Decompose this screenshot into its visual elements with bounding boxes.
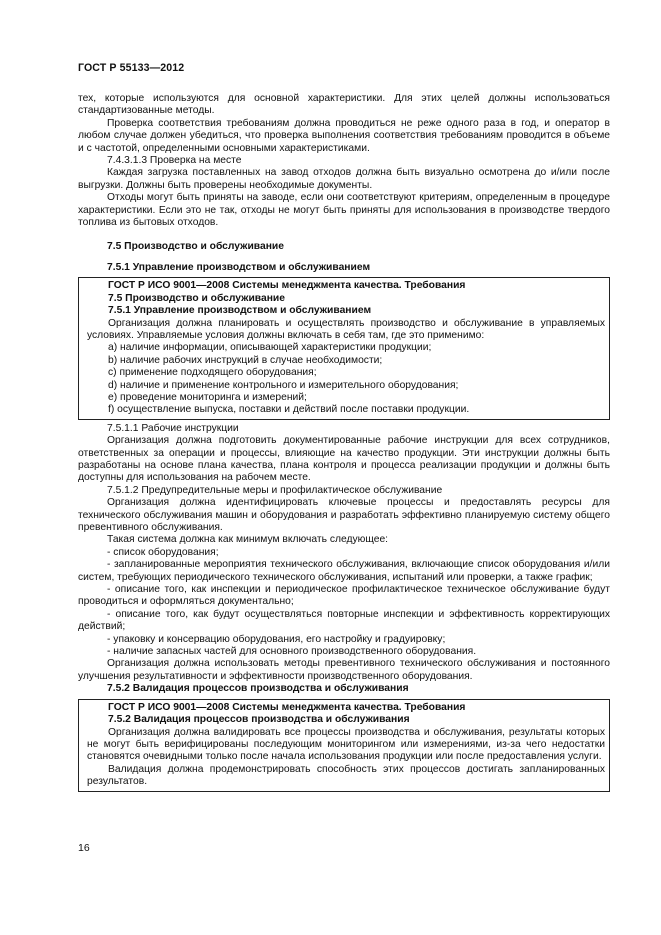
box-heading: 7.5.2 Валидация процессов производства и обслуживания [108,714,410,726]
section-heading-7-5-1: 7.5.1 Управление производством и обслуживанием [107,261,371,273]
list-item: d) наличие и применение контрольного и измерительного оборудования; [108,379,459,391]
quoted-standard-box [78,277,610,419]
box-paragraph: Валидация должна продемонстрировать способность этих процессов достигать запланированных результатов. [87,763,605,788]
page-number: 16 [78,842,90,854]
box-heading: 7.5 Производство и обслуживание [108,292,285,304]
subsection-heading: 7.5.1.1 Рабочие инструкции [107,422,239,434]
standard-header: ГОСТ Р 55133—2012 [78,62,185,74]
list-item: - список оборудования; [107,546,219,558]
paragraph: Организация должна использовать методы превентивного технического обслуживания и постоянного улучшения результативности и эффективности производственного оборудования. [78,658,610,682]
list-item: - описание того, как инспекции и периодическое профилактическое техническое обслуживание будут проводиться и оформляться документально; [78,584,610,608]
paragraph: Отходы могут быть приняты на заводе, если они соответствуют критериям, определенным в процедуре характеристики. Если это не так, отходы не могут быть приняты для использования в производстве твердого топлива из бытовых отходов. [78,192,610,229]
section-heading-7-5: 7.5 Производство и обслуживание [107,241,284,253]
subsection-heading: 7.5.1.2 Предупредительные меры и профилактическое обслуживание [107,484,443,496]
paragraph: Организация должна идентифицировать ключевые процессы и предоставлять ресурсы для технического обслуживания машин и оборудования и разработать эффективно планируемую систему общего превентивного обслуживания. [78,497,610,533]
box-heading: 7.5.1 Управление производством и обслуживанием [108,305,372,317]
list-item: c) применение подходящего оборудования; [108,367,317,379]
subsection-heading: 7.4.3.1.3 Проверка на месте [107,155,242,167]
box-paragraph: Организация должна валидировать все процессы производства и обслуживания, результаты которых не могут быть верифицированы последующим мониторингом или измерениями, из-за чего недостатки становятся очевидными только после начала использования продукции или после предоставления услуги. [87,726,605,763]
quoted-standard-box [78,699,610,792]
list-item: - запланированные мероприятия технического обслуживания, включающие список оборудования и/или систем, требующих периодического технического обслуживания, испытаний или проверки, а также график; [78,559,610,583]
paragraph: Каждая загрузка поставленных на завод отходов должна быть визуально осмотрена до и/или после выгрузки. Должны быть проверены необходимые документы. [78,167,610,191]
box-title: ГОСТ Р ИСО 9001—2008 Системы менеджмента качества. Требования [108,701,466,713]
box-paragraph: Организация должна планировать и осуществлять производство и обслуживание в управляемых условиях. Управляемые условия должны включать в себя там, где это применимо: [87,317,605,341]
list-item: - описание того, как будут осуществляться повторные инспекции и эффективность корректирующих действий; [78,608,610,633]
paragraph: тех, которые используются для основной характеристики. Для этих целей должны использоваться стандартизованные методы. [78,93,610,117]
list-item: - наличие запасных частей для основного производственного оборудования. [107,646,477,658]
page-content [78,93,610,795]
list-item: - упаковку и консервацию оборудования, его настройку и градуировку; [107,633,446,645]
section-heading-7-5-2: 7.5.2 Валидация процессов производства и обслуживания [107,683,409,695]
paragraph: Проверка соответствия требованиям должна проводиться не реже одного раза в год, и оператор в любом случае должен убедиться, что проверка выполнения соответствия требованиям проводится в объеме и с частотой, определенными основными характеристиками. [78,117,610,154]
list-item: e) проведение мониторинга и измерений; [108,391,307,403]
paragraph: Такая система должна как минимум включать следующее: [107,534,389,546]
box-title: ГОСТ Р ИСО 9001—2008 Системы менеджмента качества. Требования [108,280,466,292]
list-item: f) осуществление выпуска, поставки и действий после поставки продукции. [108,404,470,416]
list-item: b) наличие рабочих инструкций в случае необходимости; [108,354,383,366]
paragraph: Организация должна подготовить документированные рабочие инструкции для всех сотрудников, ответственных за операции и процессы, влияющие на качество продукции. Эти инструкции должны быть разработаны на основе плана качества, плана контроля и процесса реализации продукции и должны быть доступны для использования на рабочем месте. [78,435,610,484]
list-item: a) наличие информации, описывающей характеристики продукции; [108,342,432,354]
